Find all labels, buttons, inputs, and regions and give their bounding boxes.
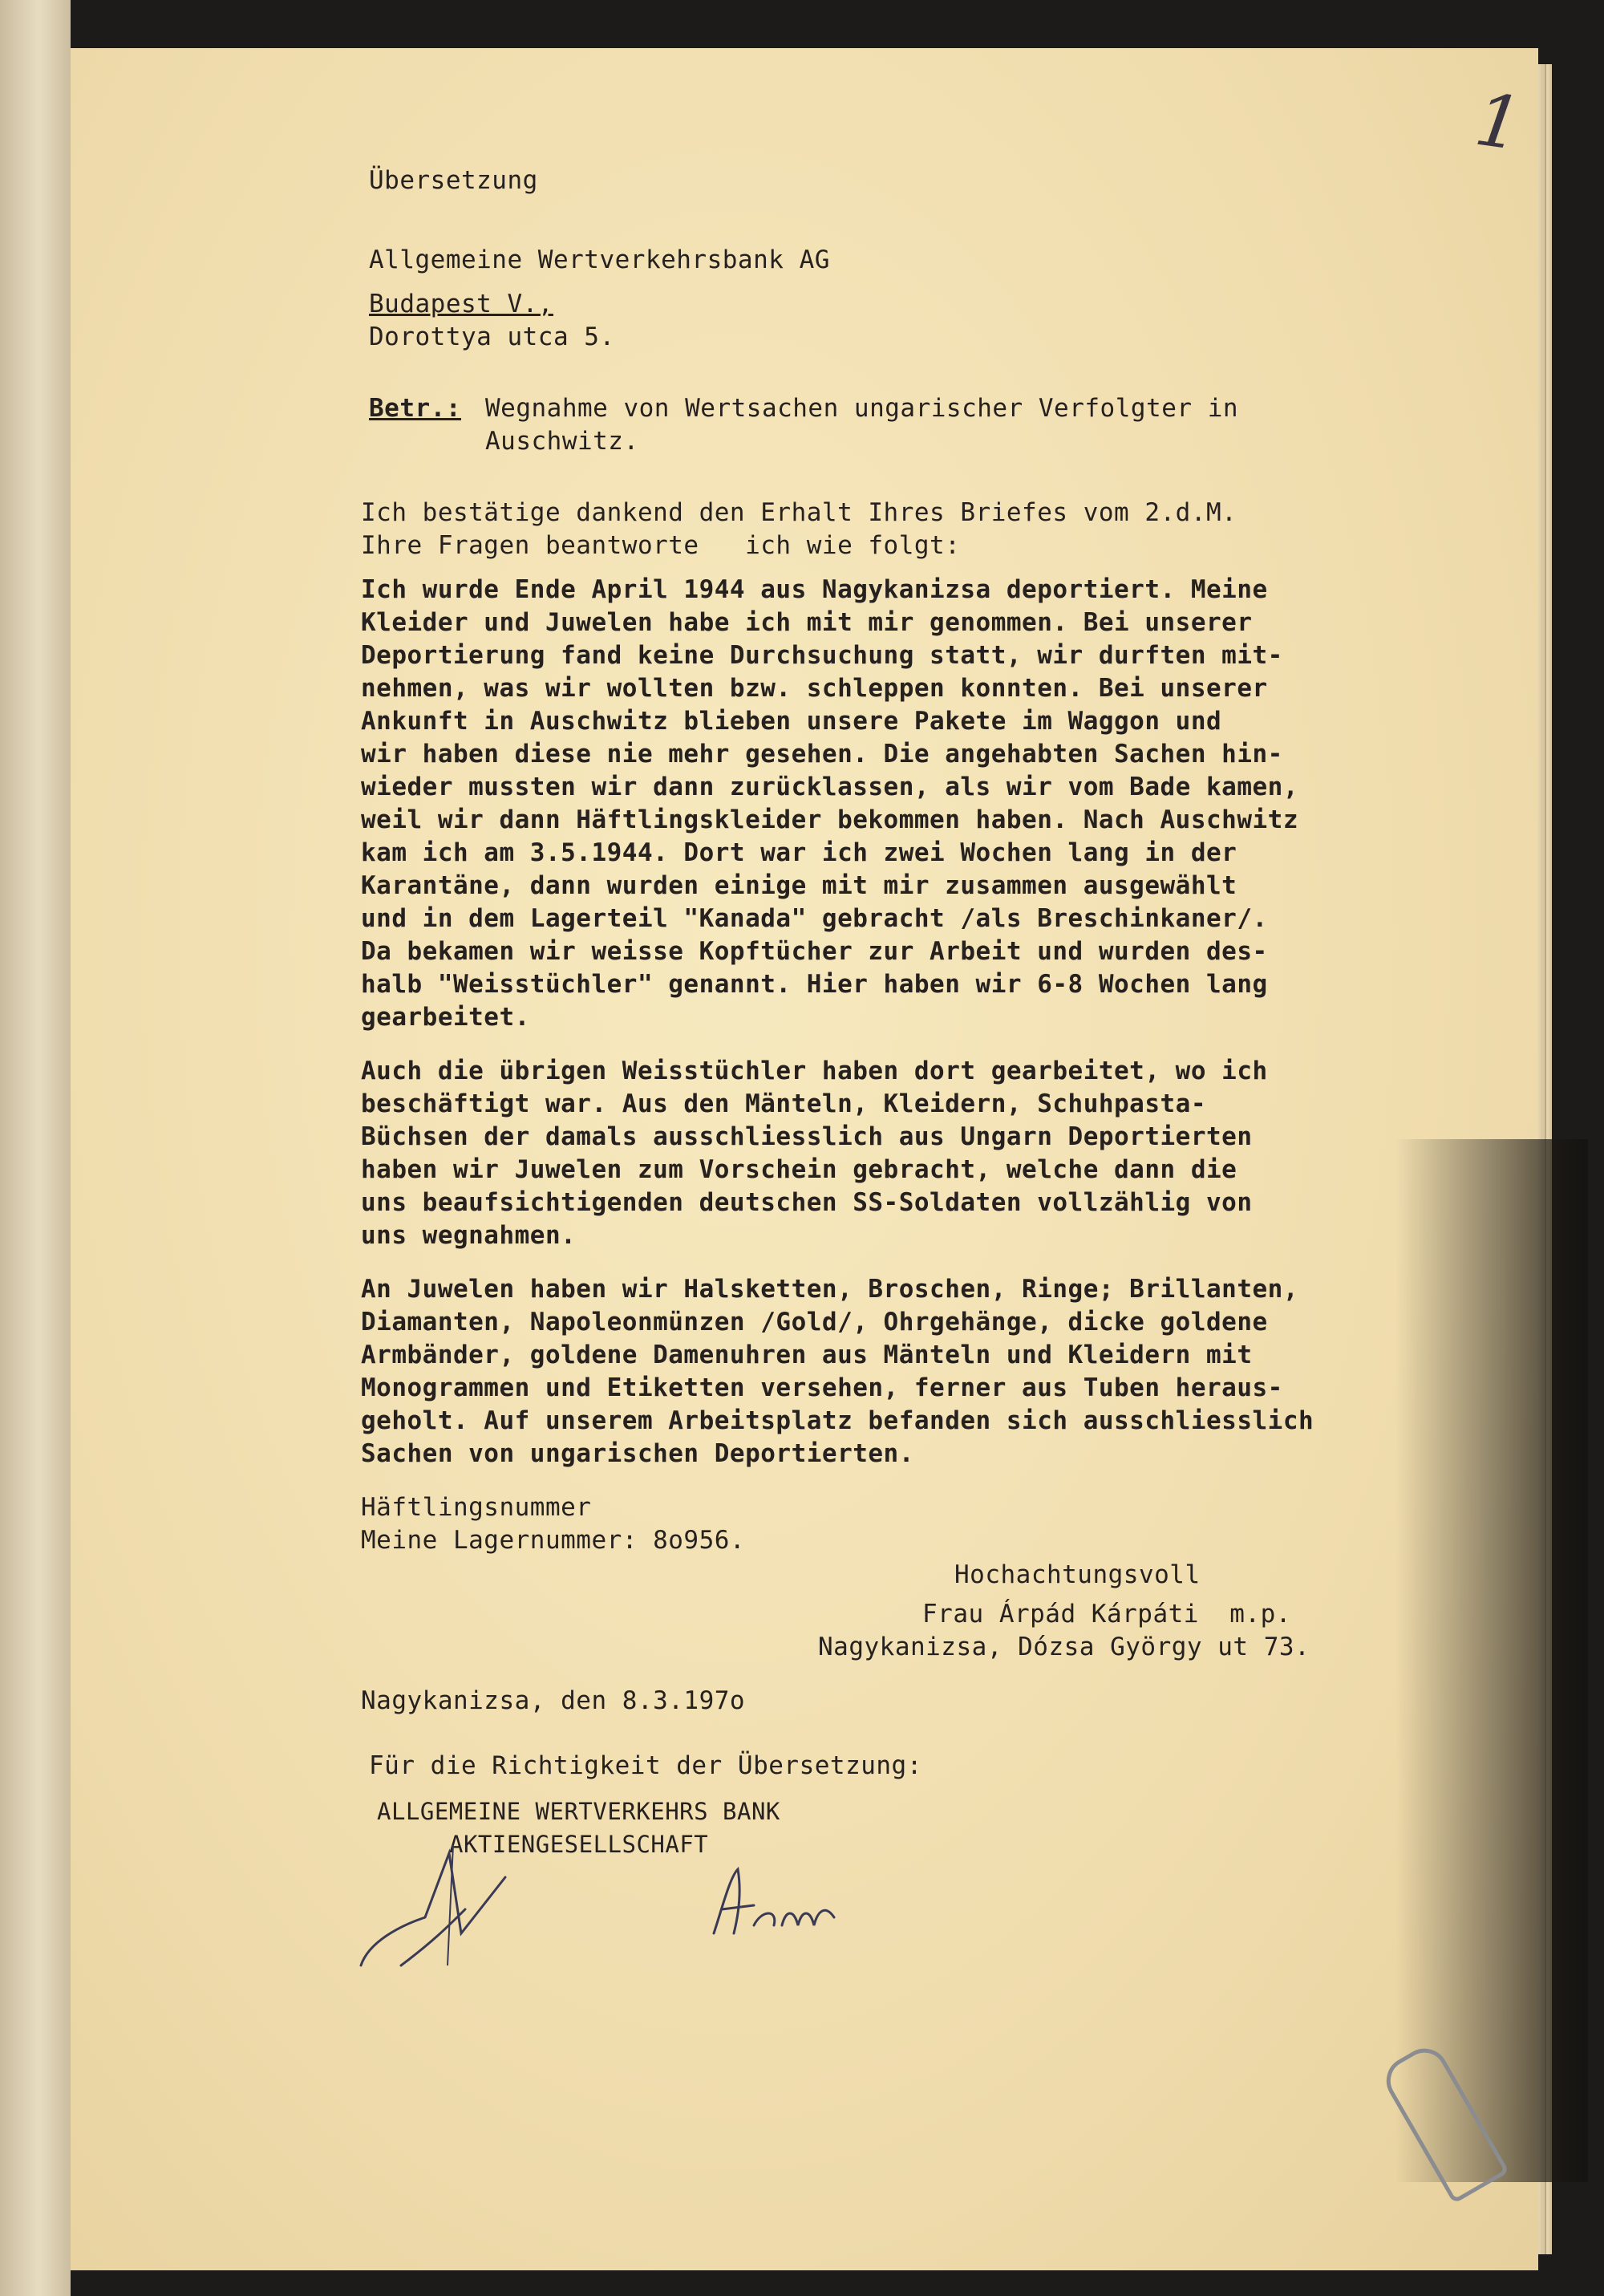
text-line: An Juwelen haben wir Halsketten, Broschen, Ringe; Brillanten, <box>361 1275 1298 1304</box>
recipient-street: Dorottya utca 5. <box>369 322 615 351</box>
text-line: Karantäne, dann wurden einige mit mir zusammen ausgewählt <box>361 871 1237 900</box>
subject-line <box>369 392 1452 458</box>
recipient-bank: Allgemeine Wertverkehrsbank AG <box>369 245 830 274</box>
document-heading: Übersetzung <box>369 166 538 195</box>
paragraph-jewels <box>361 1273 1452 1470</box>
text-line: Diamanten, Napoleonmünzen /Gold/, Ohrgehänge, dicke goldene <box>361 1308 1268 1337</box>
text-line: uns wegnahmen. <box>361 1221 577 1250</box>
text-line: Auch die übrigen Weisstüchler haben dort gearbeitet, wo ich <box>361 1057 1268 1085</box>
text-line: Büchsen der damals ausschliesslich aus Ungarn Deportierten <box>361 1122 1253 1151</box>
facing-page-edge <box>0 0 71 2296</box>
subject-text-line: Wegnahme von Wertsachen ungarischer Verfolgter in <box>485 394 1239 423</box>
text-line: Ich wurde Ende April 1944 aus Nagykanizsa deportiert. Meine <box>361 575 1268 604</box>
text-line: uns beaufsichtigenden deutschen SS-Soldaten vollzählig von <box>361 1188 1253 1217</box>
signer-name: Frau Árpád Kárpáti m.p. <box>922 1600 1291 1629</box>
text-line: Kleider und Juwelen habe ich mit mir genommen. Bei unserer <box>361 608 1253 637</box>
text-line: Sachen von ungarischen Deportierten. <box>361 1439 914 1468</box>
letter-body <box>345 164 1452 1861</box>
signer-address: Nagykanizsa, Dózsa György ut 73. <box>818 1633 1310 1661</box>
paragraph-work <box>361 1055 1452 1252</box>
text-line: Ankunft in Auschwitz blieben unsere Pakete im Waggon und <box>361 707 1222 736</box>
text-line: haben wir Juwelen zum Vorschein gebracht, welche dann die <box>361 1155 1237 1184</box>
subject-label: Betr.: <box>369 394 461 423</box>
stamp-line: AKTIENGESELLSCHAFT <box>449 1831 709 1858</box>
text-line: kam ich am 3.5.1944. Dort war ich zwei Wochen lang in der <box>361 838 1237 867</box>
closing-salutation: Hochachtungsvoll <box>954 1560 1201 1589</box>
place-and-date: Nagykanizsa, den 8.3.197o <box>361 1686 746 1715</box>
signature-block <box>818 1559 1452 1664</box>
text-line: Deportierung fand keine Durchsuchung statt, wir durften mit- <box>361 641 1283 670</box>
text-line: wir haben diese nie mehr gesehen. Die angehabten Sachen hin- <box>361 740 1283 769</box>
subject-text <box>485 392 1238 458</box>
text-line: Ihre Fragen beantworte ich wie folgt: <box>361 531 961 560</box>
intro-paragraph <box>361 497 1452 562</box>
subject-text-line: Auschwitz. <box>485 427 639 456</box>
text-line: halb "Weisstüchler" genannt. Hier haben wir 6-8 Wochen lang <box>361 970 1268 999</box>
text-line: und in dem Lagerteil "Kanada" gebracht /als Breschinkaner/. <box>361 904 1268 933</box>
text-line: geholt. Auf unserem Arbeitsplatz befanden sich ausschliesslich <box>361 1406 1314 1435</box>
stamp-line: ALLGEMEINE WERTVERKEHRS BANK <box>377 1798 780 1825</box>
text-line: nehmen, was wir wollten bzw. schleppen konnten. Bei unserer <box>361 674 1268 703</box>
text-line: Ich bestätige dankend den Erhalt Ihres Briefes vom 2.d.M. <box>361 498 1237 527</box>
handwritten-signature <box>353 1845 529 1974</box>
camp-number: Meine Lagernummer: 8o956. <box>361 1526 746 1555</box>
text-line: wieder mussten wir dann zurücklassen, als wir vom Bade kamen, <box>361 773 1298 801</box>
text-line: weil wir dann Häftlingskleider bekommen haben. Nach Auschwitz <box>361 805 1298 834</box>
text-line: Monogrammen und Etiketten versehen, ferner aus Tuben heraus- <box>361 1373 1283 1402</box>
page-number: 1 <box>1469 77 1528 168</box>
translation-certification: Für die Richtigkeit der Übersetzung: <box>369 1751 922 1780</box>
text-line: beschäftigt war. Aus den Mänteln, Kleidern, Schuhpasta- <box>361 1089 1206 1118</box>
recipient-city: Budapest V., <box>369 290 553 318</box>
handwritten-initials <box>706 1861 842 1941</box>
paragraph-deportation <box>361 574 1452 1034</box>
text-line: Da bekamen wir weisse Kopftücher zur Arbeit und wurden des- <box>361 937 1268 966</box>
text-line: Armbänder, goldene Damenuhren aus Mänteln und Kleidern mit <box>361 1341 1253 1369</box>
prisoner-number-label: Häftlingsnummer <box>361 1493 592 1522</box>
prisoner-number-block <box>361 1491 1452 1557</box>
text-line: gearbeitet. <box>361 1003 530 1032</box>
